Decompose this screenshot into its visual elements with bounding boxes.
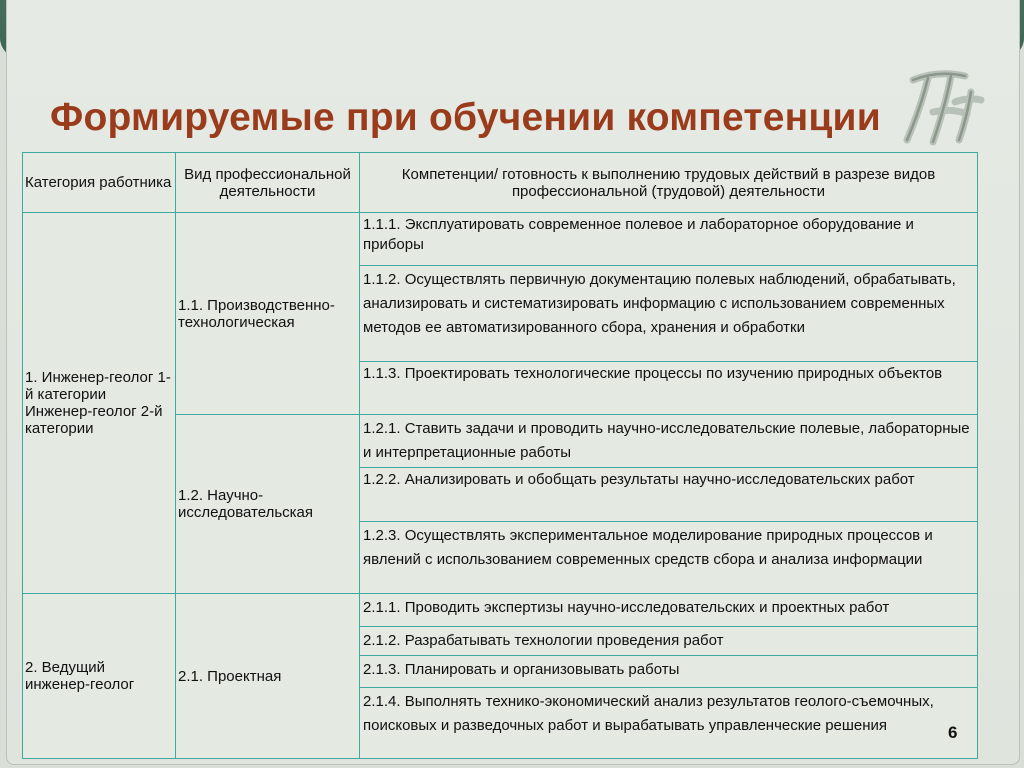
category-cell: 1. Инженер-геолог 1-й категории Инженер-геолог 2-й категории	[23, 213, 176, 594]
table-row	[23, 213, 978, 266]
competence-cell: 2.1.4. Выполнять технико-экономический анализ результатов геолого-съемочных, поисковых и разведочных работ и вырабатывать управленческие решения	[360, 688, 978, 759]
category-cell: 2. Ведущий инженер-геолог	[23, 594, 176, 759]
slide-title: Формируемые при обучении компетенции	[50, 96, 881, 139]
activity-kind-cell: 2.1. Проектная	[176, 594, 360, 759]
activity-kind-cell: 1.2. Научно-исследовательская	[176, 415, 360, 594]
page-number: 6	[948, 723, 958, 742]
competence-cell: 2.1.3. Планировать и организовывать работы	[360, 656, 978, 688]
competence-cell: 1.2.3. Осуществлять экспериментальное моделирование природных процессов и явлений с использованием современных средств сбора и анализа информации	[360, 522, 978, 594]
competence-cell: 1.1.1. Эксплуатировать современное полевое и лабораторное оборудование и приборы	[360, 213, 978, 266]
header-category: Категория работника	[23, 153, 176, 213]
table-header-row	[23, 153, 978, 213]
table-row	[23, 594, 978, 627]
activity-kind-cell: 1.1. Производственно-технологическая	[176, 213, 360, 415]
competence-cell: 1.2.1. Ставить задачи и проводить научно-исследовательские полевые, лабораторные и интерпретационные работы	[360, 415, 978, 468]
competence-cell: 2.1.1. Проводить экспертизы научно-исследовательских и проектных работ	[360, 594, 978, 627]
competence-cell: 1.2.2. Анализировать и обобщать результаты научно-исследовательских работ	[360, 468, 978, 522]
competence-cell: 1.1.2. Осуществлять первичную документацию полевых наблюдений, обрабатывать, анализировать и систематизировать информацию с использованием современных методов ее автоматизированного сбора, хранения и обработки	[360, 266, 978, 362]
competence-cell: 2.1.2. Разрабатывать технологии проведения работ	[360, 627, 978, 656]
header-competence: Компетенции/ готовность к выполнению трудовых действий в разрезе видов профессиональной (трудовой) деятельности	[360, 153, 978, 213]
university-logo-icon	[893, 62, 993, 152]
header-activity-kind: Вид профессиональной деятельности	[176, 153, 360, 213]
competence-cell: 1.1.3. Проектировать технологические процессы по изучению природных объектов	[360, 362, 978, 415]
competences-table	[22, 152, 978, 759]
